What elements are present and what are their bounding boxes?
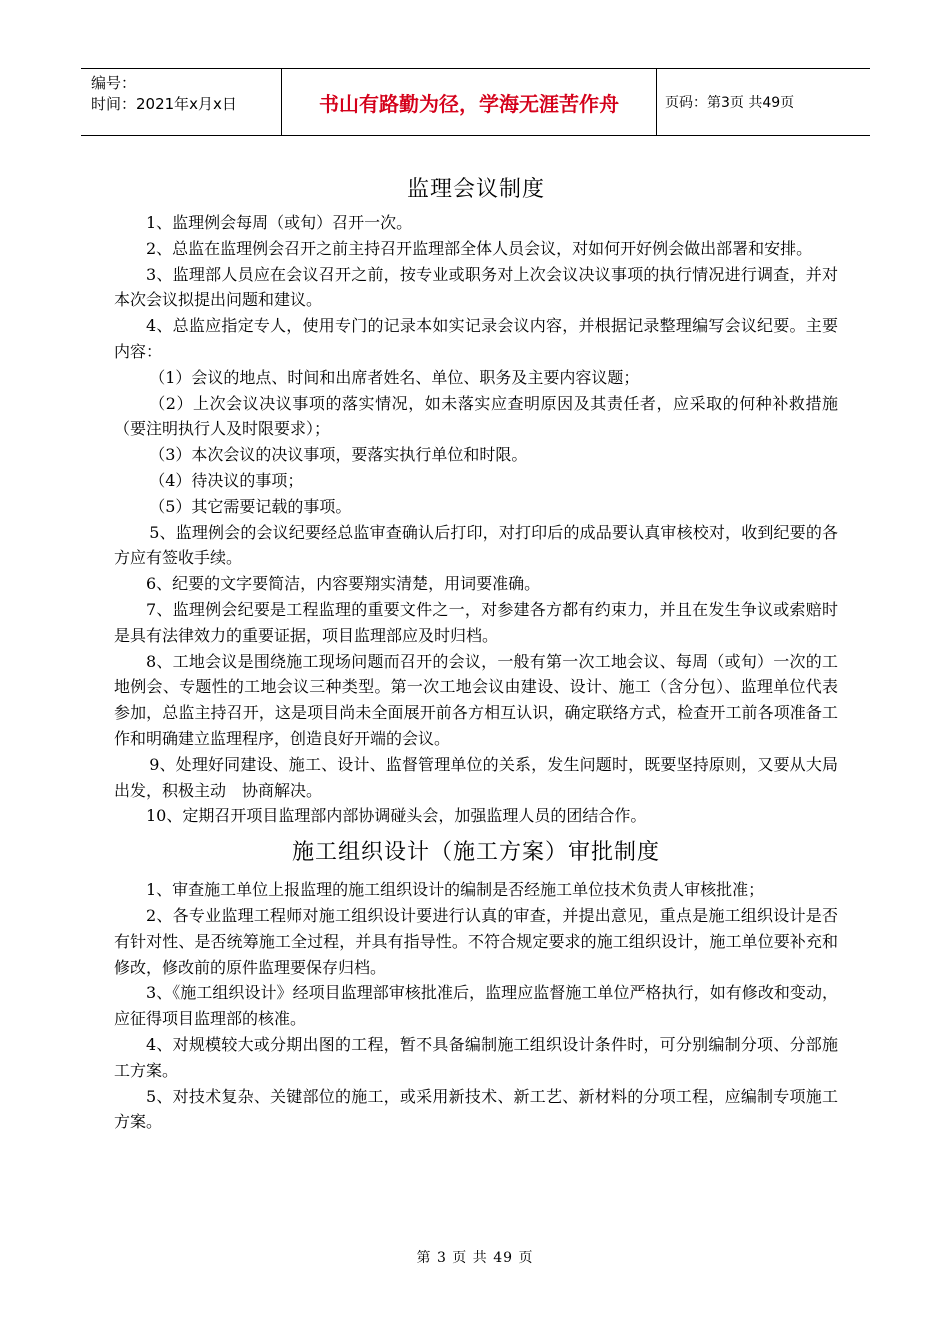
paragraph: 10、定期召开项目监理部内部协调碰头会，加强监理人员的团结合作。 [146,806,647,826]
document-body [114,170,838,1135]
paragraph: 5、监理例会的会议纪要经总监审查确认后打印，对打印后的成品要认真审核校对，收到纪要的各方应有签收手续。 [114,522,838,568]
paragraph: 1、审查施工单位上报监理的施工组织设计的编制是否经施工单位技术负责人审核批准； [146,880,765,900]
section-title-construction-plan-approval: 施工组织设计（施工方案）审批制度 [291,840,660,866]
paragraph: 3、《施工组织设计》经项目监理部审核批准后，监理应监督施工单位严格执行，如有修改和变动，应征得项目监理部的核准。 [114,983,838,1029]
paragraph: （2）上次会议决议事项的落实情况，如未落实应查明原因及其责任者，应采取的何种补救措施（要注明执行人及时限要求）； [114,393,838,439]
paragraph: 4、总监应指定专人，使用专门的记录本如实记录会议内容，并根据记录整理编写会议纪要。主要内容： [114,316,838,361]
paragraph: 1、监理例会每周（或旬）召开一次。 [146,213,413,232]
page-header [81,68,870,136]
header-meta [81,69,282,135]
section-title-meeting-system: 监理会议制度 [406,177,545,202]
document-number-label: 编号： [91,74,137,92]
paragraph: 8、工地会议是围绕施工现场问题而召开的会议，一般有第一次工地会议、每周（或旬）一次的工地例会、专题性的工地会议三种类型。第一次工地会议由建设、设计、施工（含分包）、监理单位代表参加，总监主持召开，这是项目尚未全面展开前各方相互认识，确定联络方式，检查开工前各项准备工作和明确建立监理程序，创造良好开端的会议。 [114,651,838,748]
header-slogan: 书山有路勤为径，学海无涯苦作舟 [282,69,657,135]
paragraph: 6、纪要的文字要简洁，内容要翔实清楚，用词要准确。 [146,574,541,594]
paragraph: 5、对技术复杂、关键部位的施工，或采用新技术、新工艺、新材料的分项工程，应编制专项施工方案。 [114,1086,838,1132]
document-date-label: 时间：2021年x月x日 [91,95,237,113]
paragraph: 2、总监在监理例会召开之前主持召开监理部全体人员会议，对如何开好例会做出部署和安排。 [146,238,813,258]
paragraph: （4）待决议的事项； [149,470,304,490]
paragraph: （1）会议的地点、时间和出席者姓名、单位、职务及主要内容议题； [149,367,640,387]
paragraph: 4、对规模较大或分期出图的工程，暂不具备编制施工组织设计条件时，可分别编制分项、分部施工方案。 [114,1034,838,1080]
page-footer: 第 3 页 共 49 页 [416,1250,534,1266]
header-page-label: 页码：第3页 共49页 [665,95,795,111]
paragraph: （3）本次会议的决议事项，要落实执行单位和时限。 [149,445,528,465]
paragraph: 2、各专业监理工程师对施工组织设计要进行认真的审查，并提出意见，重点是施工组织设计是否有针对性、是否统筹施工全过程，并具有指导性。不符合规定要求的施工组织设计，施工单位要补充和修改，修改前的原件监理要保存归档。 [114,905,838,977]
paragraph: 3、监理部人员应在会议召开之前，按专业或职务对上次会议决议事项的执行情况进行调查，并对本次会议拟提出问题和建议。 [114,264,838,310]
paragraph: 7、监理例会纪要是工程监理的重要文件之一，对参建各方都有约束力，并且在发生争议或索赔时是具有法律效力的重要证据，项目监理部应及时归档。 [114,599,838,645]
paragraph: 9、处理好同建设、施工、设计、监督管理单位的关系，发生问题时，既要坚持原则，又要从大局出发，积极主动 协商解决。 [114,754,838,800]
paragraph: （5）其它需要记载的事项。 [149,496,352,516]
